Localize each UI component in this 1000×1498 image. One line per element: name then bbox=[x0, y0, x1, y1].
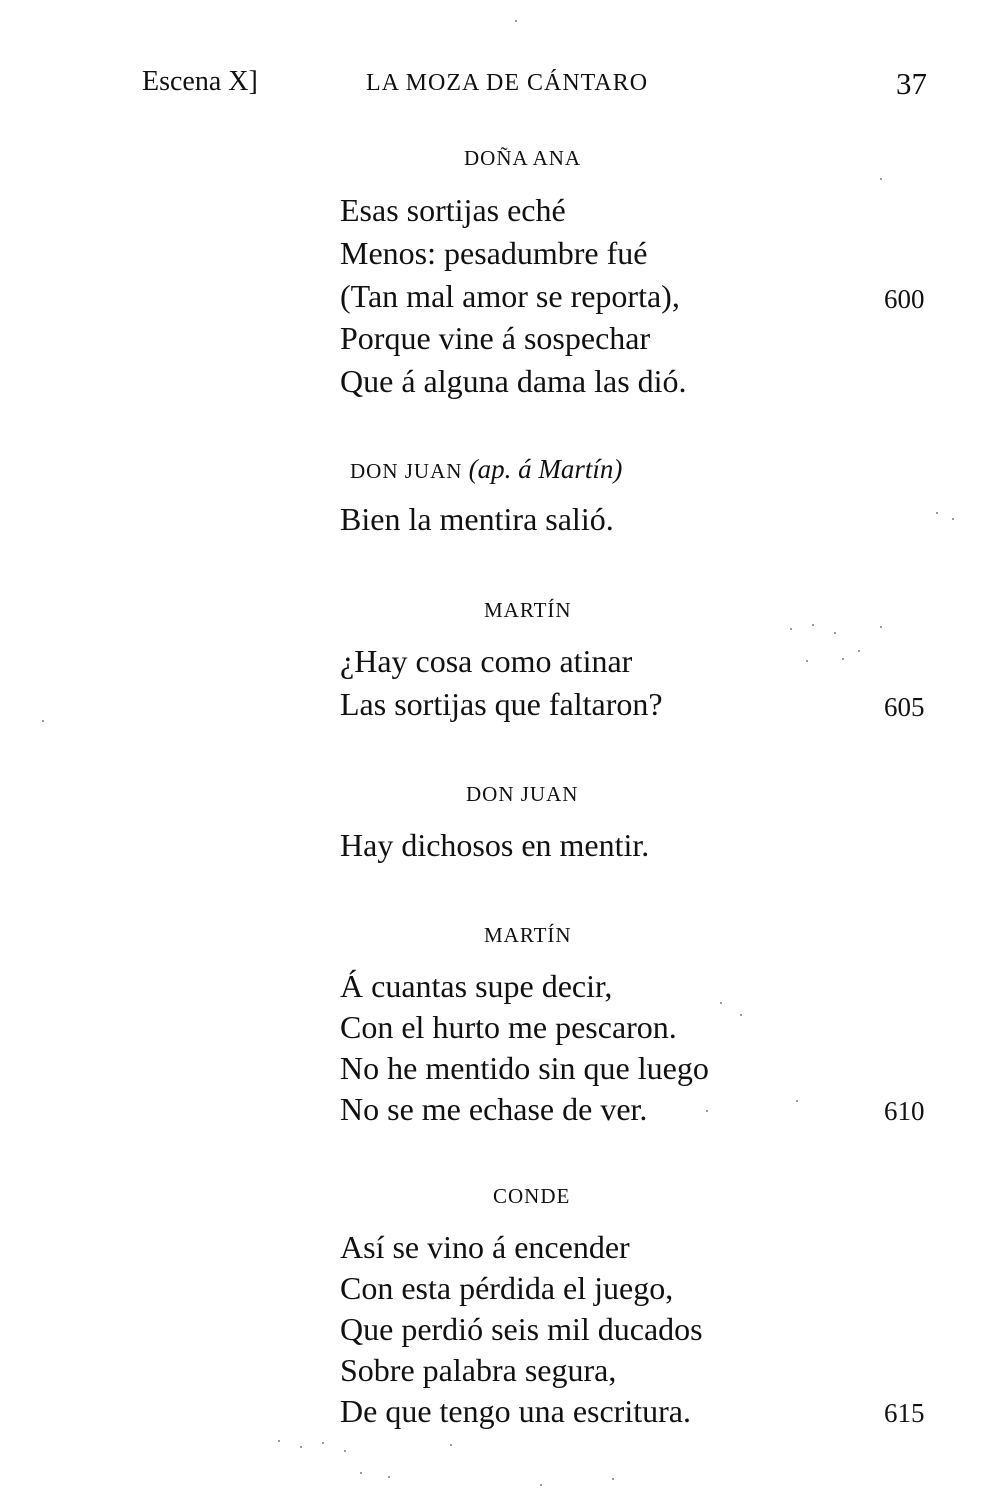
speaker-conde: CONDE bbox=[493, 1184, 571, 1208]
line-number: 615 bbox=[884, 1398, 925, 1428]
verse-line: Que á alguna dama las dió. bbox=[340, 363, 687, 399]
speaker-name: DON JUAN bbox=[350, 459, 463, 483]
speaker-dona-ana: DOÑA ANA bbox=[464, 146, 582, 170]
verse-line: Con esta pérdida el juego, bbox=[340, 1270, 674, 1306]
speaker-don-juan bbox=[350, 454, 622, 485]
verse-line: Bien la mentira salió. bbox=[340, 501, 614, 537]
verse-line: Las sortijas que faltaron? bbox=[340, 686, 663, 722]
verse-line: No se me echase de ver. bbox=[340, 1091, 648, 1127]
line-number: 600 bbox=[884, 284, 925, 314]
verse-line: De que tengo una escritura. bbox=[340, 1393, 691, 1429]
stage-direction: (ap. á Martín) bbox=[468, 454, 623, 484]
running-header bbox=[0, 60, 1000, 110]
verse-line: Sobre palabra segura, bbox=[340, 1352, 617, 1388]
line-number: 605 bbox=[884, 692, 925, 722]
verse-line: Así se vino á encender bbox=[340, 1229, 630, 1265]
running-title: LA MOZA DE CÁNTARO bbox=[366, 70, 649, 96]
line-number: 610 bbox=[884, 1096, 925, 1126]
verse-line: Que perdió seis mil ducados bbox=[340, 1311, 703, 1347]
verse-line: ¿Hay cosa como atinar bbox=[340, 643, 633, 679]
verse-line: No he mentido sin que luego bbox=[340, 1050, 709, 1086]
speaker-don-juan: DON JUAN bbox=[466, 782, 579, 806]
speaker-martin: MARTÍN bbox=[484, 923, 572, 947]
verse-line: Porque vine á sospechar bbox=[340, 320, 651, 356]
page-number: 37 bbox=[896, 66, 927, 101]
verse-line: Menos: pesadumbre fué bbox=[340, 235, 648, 271]
scene-label: Escena X] bbox=[142, 66, 258, 97]
verse-line: Hay dichosos en mentir. bbox=[340, 827, 650, 863]
verse-line: (Tan mal amor se reporta), bbox=[340, 278, 680, 314]
verse-line: Esas sortijas eché bbox=[340, 192, 566, 228]
verse-line: Con el hurto me pescaron. bbox=[340, 1009, 677, 1045]
verse-line: Á cuantas supe decir, bbox=[340, 968, 613, 1004]
speaker-martin: MARTÍN bbox=[484, 598, 572, 622]
